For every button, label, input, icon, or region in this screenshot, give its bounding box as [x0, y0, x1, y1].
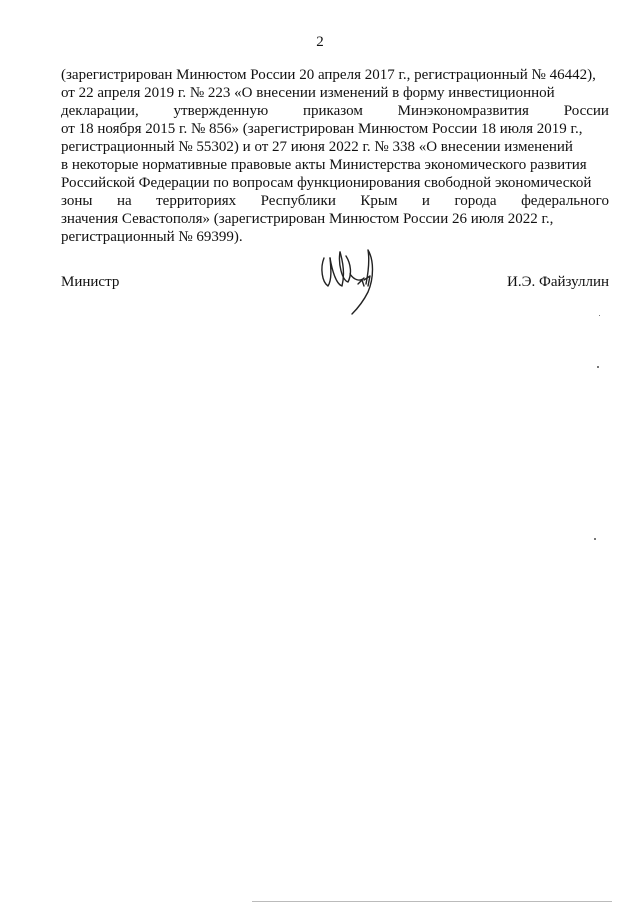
text-fragment: и	[421, 193, 430, 209]
scan-artifact	[597, 366, 599, 368]
signature-block	[61, 244, 609, 316]
text-line	[61, 66, 609, 84]
text-fragment: на	[116, 193, 132, 209]
text-fragment: (зарегистрирован Минюстом России 20 апреля 2017 г., регистрационный № 46442),	[61, 67, 596, 83]
text-fragment: регистрационный № 55302) и от 27 июня 2022 г. № 338 «О внесении изменений	[61, 139, 573, 155]
text-line	[61, 192, 609, 210]
text-fragment: значения Севастополя» (зарегистрирован Минюстом России 26 июля 2022 г.,	[61, 211, 554, 227]
text-fragment: от 22 апреля 2019 г. № 223 «О внесении изменений в форму инвестиционной	[61, 85, 555, 101]
text-fragment: приказом	[303, 103, 363, 119]
text-fragment: от 18 ноября 2015 г. № 856» (зарегистрирован Минюстом России 18 июля 2019 г.,	[61, 121, 583, 137]
text-fragment: территориях	[156, 193, 237, 209]
text-line	[61, 174, 609, 192]
scan-artifact	[594, 538, 596, 540]
text-fragment: города	[454, 193, 497, 209]
text-line	[61, 138, 609, 156]
text-fragment: федерального	[521, 193, 609, 209]
text-fragment: Минэкономразвития	[397, 103, 529, 119]
document-body	[61, 66, 609, 246]
text-fragment: Республики	[260, 193, 336, 209]
text-line	[61, 102, 609, 120]
text-fragment: декларации,	[61, 103, 139, 119]
text-line	[61, 210, 609, 228]
text-line	[61, 156, 609, 174]
text-fragment: зоны	[61, 193, 93, 209]
text-line	[61, 120, 609, 138]
handwritten-signature	[316, 244, 386, 316]
text-fragment: Российской Федерации по вопросам функционирования свободной экономической	[61, 175, 592, 191]
scan-artifact	[252, 901, 612, 902]
text-fragment: регистрационный № 69399).	[61, 229, 243, 245]
page-number: 2	[316, 34, 324, 50]
signatory-title: Министр	[61, 274, 120, 290]
text-line	[61, 84, 609, 102]
text-fragment: России	[563, 103, 609, 119]
text-fragment: утвержденную	[173, 103, 269, 119]
scan-artifact	[599, 315, 600, 316]
text-fragment: Крым	[360, 193, 398, 209]
text-fragment: в некоторые нормативные правовые акты Министерства экономического развития	[61, 157, 587, 173]
signatory-name: И.Э. Файзуллин	[507, 274, 609, 290]
